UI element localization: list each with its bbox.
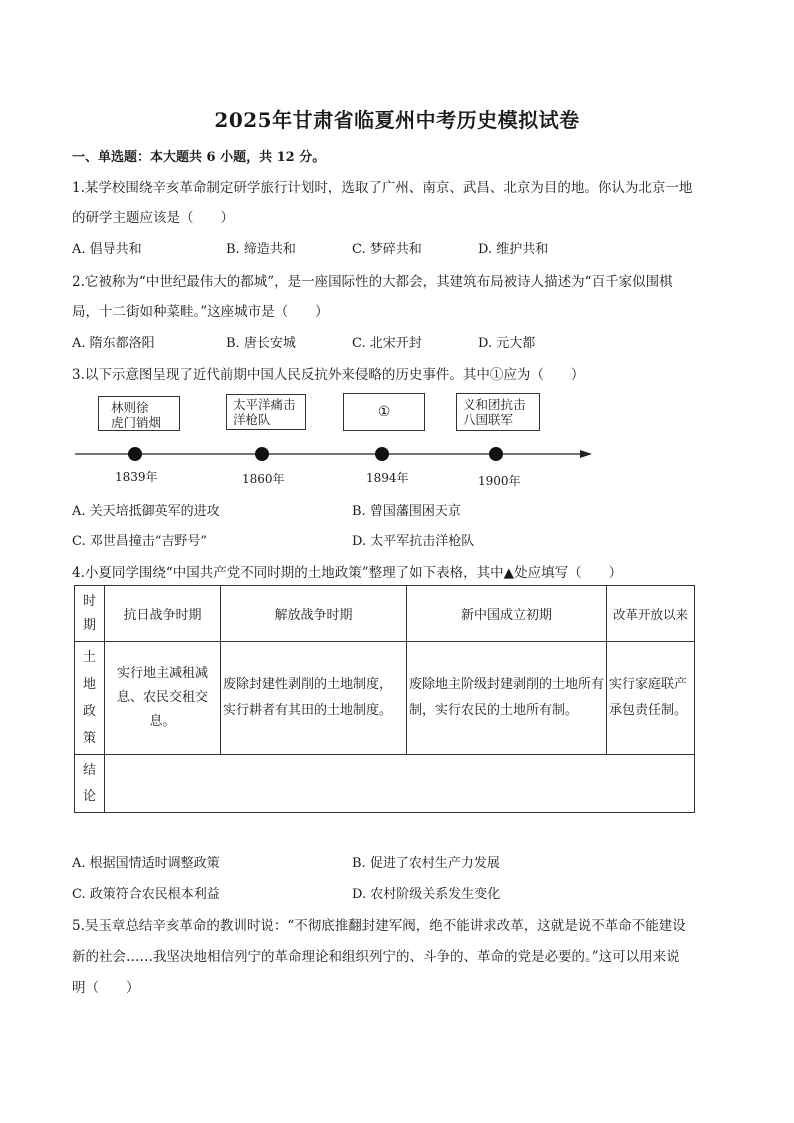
q4-option-a[interactable]: A. 根据国情适时调整政策 [72, 856, 220, 871]
table-cell-conclusion [105, 755, 695, 813]
timeline-year: 1900年 [478, 474, 521, 488]
timeline-event-text: 太平洋痛击 [233, 397, 296, 412]
q1-option-a[interactable]: A. 倡导共和 [72, 242, 142, 257]
row-header-period: 时期 [75, 586, 105, 642]
timeline-year: 1860年 [242, 472, 285, 486]
timeline-event-text: 洋枪队 [233, 412, 271, 427]
q2-option-a[interactable]: A. 隋东都洛阳 [72, 336, 155, 351]
timeline-year: 1894年 [366, 471, 409, 485]
timeline-axis [70, 442, 600, 466]
timeline-year: 1839年 [115, 470, 158, 484]
q3-option-c[interactable]: C. 邓世昌撞击“吉野号” [72, 534, 208, 549]
q2-option-b[interactable]: B. 唐长安城 [226, 336, 296, 351]
table-cell-period: 改革开放以来 [607, 586, 695, 642]
table-cell-policy: 废除封建性剥削的土地制度，实行耕者有其田的土地制度。 [221, 642, 407, 755]
table-cell-policy: 实行地主减租减息、农民交租交息。 [105, 642, 221, 755]
q4-stem-line1: 4.小夏同学围绕“中国共产党不同时期的土地政策”整理了如下表格，其中▲处应填写（ ） [72, 565, 623, 581]
q2-stem-line1: 2.它被称为“中世纪最伟大的都城”，是一座国际性的大都会，其建筑布局被诗人描述为“百千家似围棋 [72, 274, 673, 290]
q2-stem-line2: 局，十二街如种菜畦。”这座城市是（ ） [72, 304, 329, 320]
q2-option-d[interactable]: D. 元大都 [478, 336, 536, 351]
q1-option-d[interactable]: D. 维护共和 [478, 242, 549, 257]
table-cell-period: 新中国成立初期 [407, 586, 607, 642]
timeline-event-box [226, 394, 306, 430]
q5-stem-line1: 5.吴玉章总结辛亥革命的教训时说：“不彻底推翻封建军阀，绝不能讲求改革，这就是说不革命不能建设 [72, 918, 686, 934]
table-cell-policy: 废除地主阶级封建剥削的土地所有制，实行农民的土地所有制。 [407, 642, 607, 755]
table-row [75, 642, 695, 755]
row-header-policy: 土地政策 [75, 642, 105, 755]
q3-stem-line1: 3.以下示意图呈现了近代前期中国人民反抗外来侵略的历史事件。其中①应为（ ） [72, 367, 585, 383]
q1-option-c[interactable]: C. 梦碎共和 [352, 242, 422, 257]
q2-option-c[interactable]: C. 北宋开封 [352, 336, 422, 351]
table-cell-period: 解放战争时期 [221, 586, 407, 642]
row-header-conclusion: 结论 [75, 755, 105, 813]
q3-option-a[interactable]: A. 关天培抵御英军的进攻 [72, 504, 220, 519]
timeline-event-text: 义和团抗击 [463, 397, 526, 412]
table-row [75, 755, 695, 813]
q4-option-b[interactable]: B. 促进了农村生产力发展 [352, 856, 500, 871]
q4-option-d[interactable]: D. 农村阶级关系发生变化 [352, 887, 501, 902]
q1-stem-line2: 的研学主题应该是（ ） [72, 210, 234, 226]
q1-option-b[interactable]: B. 缔造共和 [226, 242, 296, 257]
land-policy-table [74, 585, 695, 813]
q4-option-c[interactable]: C. 政策符合农民根本利益 [72, 887, 220, 902]
timeline-event-box [98, 396, 180, 431]
q5-stem-line3: 明（ ） [72, 980, 140, 996]
timeline-event-text: 八国联军 [463, 412, 514, 427]
page-title: 2025年甘肃省临夏州中考历史模拟试卷 [214, 108, 580, 132]
q3-option-b[interactable]: B. 曾国藩围困天京 [352, 504, 461, 519]
q1-stem-line1: 1.某学校围绕辛亥革命制定研学旅行计划时，选取了广州、南京、武昌、北京为目的地。你认为北京一地 [72, 180, 693, 196]
section-heading: 一、单选题：本大题共 6 小题，共 12 分。 [72, 150, 326, 165]
q3-option-d[interactable]: D. 太平军抗击洋枪队 [352, 534, 475, 549]
timeline-event-box [456, 393, 540, 431]
q5-stem-line2: 新的社会……我坚决地相信列宁的革命理论和组织列宁的、斗争的、革命的党是必要的。”这可以用来说 [72, 949, 680, 965]
table-row [75, 586, 695, 642]
timeline-event-box [343, 393, 425, 431]
table-cell-period: 抗日战争时期 [105, 586, 221, 642]
table-cell-policy: 实行家庭联产承包责任制。 [607, 642, 695, 755]
timeline-event-text: 虎门销烟 [111, 415, 162, 430]
timeline-event-text: 林则徐 [111, 400, 149, 415]
timeline-event-text: ① [377, 404, 391, 420]
